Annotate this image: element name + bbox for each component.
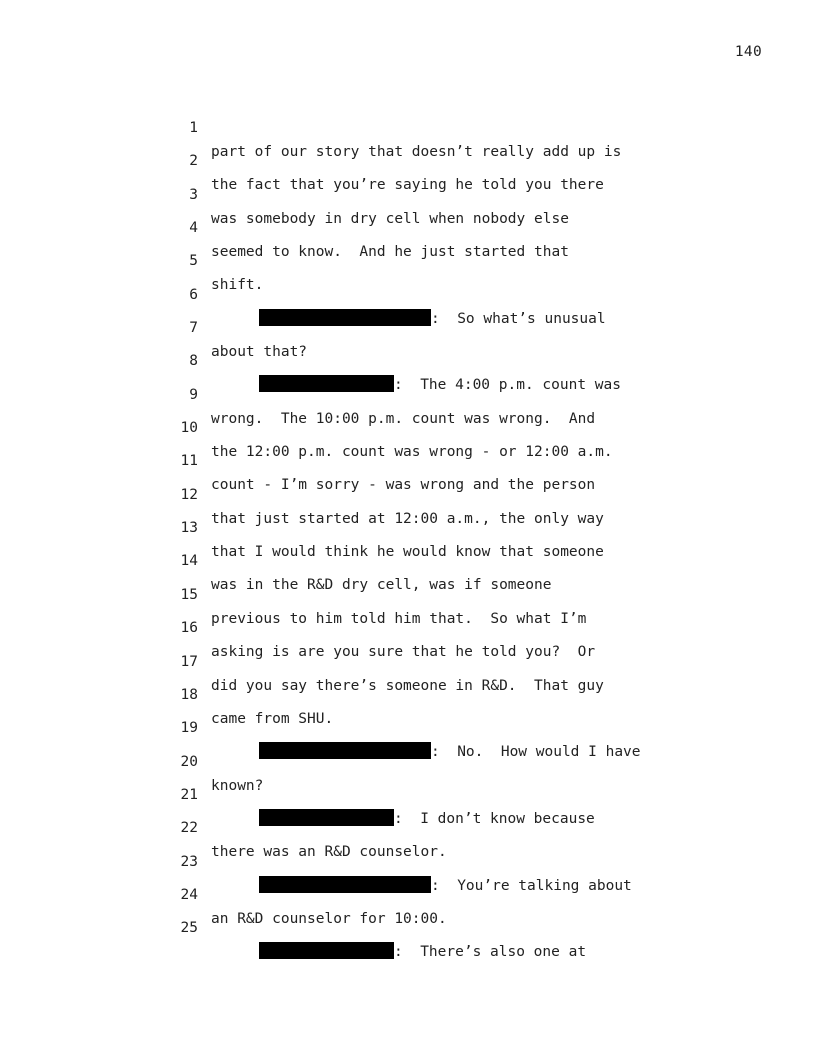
transcript-line [0,692,816,761]
line-number: 21 [180,786,198,803]
line-number: 22 [180,820,198,837]
line-number: 12 [180,486,198,503]
line-number: 8 [189,353,198,370]
line-text: : No. How would I have [431,744,641,761]
page-number: 140 [734,44,762,60]
line-number: 6 [189,286,198,303]
line-text: the fact that you’re saying he told you there [211,177,604,194]
line-number: 1 [189,120,198,136]
transcript-line [0,792,816,861]
line-text: came from SHU. [211,710,334,727]
line-number: 7 [189,320,198,337]
transcript-line [0,659,816,727]
line-text: wrong. The 10:00 p.m. count was wrong. And [211,410,596,427]
redacted-speaker-name [259,942,394,959]
line-text: : You’re talking about [431,877,632,894]
line-text: : There’s also one at [394,944,587,961]
line-text: about that? [211,344,308,361]
transcript-line [0,325,816,394]
transcript-line [0,726,816,794]
transcript-line [0,125,816,194]
line-number: 14 [180,553,198,570]
transcript-line [0,292,816,361]
line-text: did you say there’s someone in R&D. That guy [211,677,604,694]
line-number: 16 [180,620,198,637]
transcript-line [0,359,816,427]
line-number: 18 [180,686,198,703]
line-number: 24 [180,886,198,903]
line-number: 19 [180,720,198,737]
transcript-line [0,859,816,927]
transcript-line [0,826,816,894]
line-text: asking is are you sure that he told you? Or [211,644,596,661]
line-number: 3 [189,186,198,203]
line-number: 2 [189,153,198,170]
transcript-line [0,892,816,961]
line-text: count - I’m sorry - was wrong and the person [211,477,596,494]
line-number: 9 [189,386,198,403]
line-number: 10 [180,420,198,437]
line-text: that just started at 12:00 a.m., the only way [211,510,604,527]
transcript-line [0,259,816,327]
line-number: 11 [180,453,198,470]
line-number: 25 [180,920,198,937]
transcript-line [0,759,816,827]
line-text: previous to him told him that. So what I’m [211,610,587,627]
transcript-line [0,525,816,594]
line-number: 4 [189,220,198,237]
transcript-line [0,592,816,661]
speaker-line-content [259,940,586,964]
line-number: 15 [180,586,198,603]
line-text: was somebody in dry cell when nobody else [211,210,569,227]
line-text: that I would think he would know that someone [211,544,604,561]
line-text: was in the R&D dry cell, was if someone [211,577,552,594]
line-number: 17 [180,653,198,670]
line-text: : The 4:00 p.m. count was [394,377,621,394]
transcript-line [0,192,816,261]
transcript-line [0,425,816,494]
transcript-line [0,459,816,527]
transcript-line [0,92,816,160]
line-number: 23 [180,853,198,870]
transcript-line [0,159,816,227]
line-text: seemed to know. And he just started that [211,244,569,261]
line-text: part of our story that doesn’t really add up is [211,144,622,160]
transcript-line [0,492,816,561]
transcript-line [0,559,816,627]
line-text: the 12:00 p.m. count was wrong - or 12:00 a.m. [211,444,613,461]
line-text: known? [211,777,264,794]
line-text: : I don’t know because [394,810,595,827]
line-text: there was an R&D counselor. [211,844,447,861]
line-number: 13 [180,520,198,537]
line-number: 20 [180,753,198,770]
transcript-body [0,92,816,961]
line-number: 5 [189,253,198,270]
line-text: an R&D counselor for 10:00. [211,910,447,927]
transcript-line [0,392,816,461]
line-text: shift. [211,277,264,294]
transcript-line [0,626,816,694]
line-text: : So what’s unusual [431,310,606,327]
transcript-line [0,225,816,294]
